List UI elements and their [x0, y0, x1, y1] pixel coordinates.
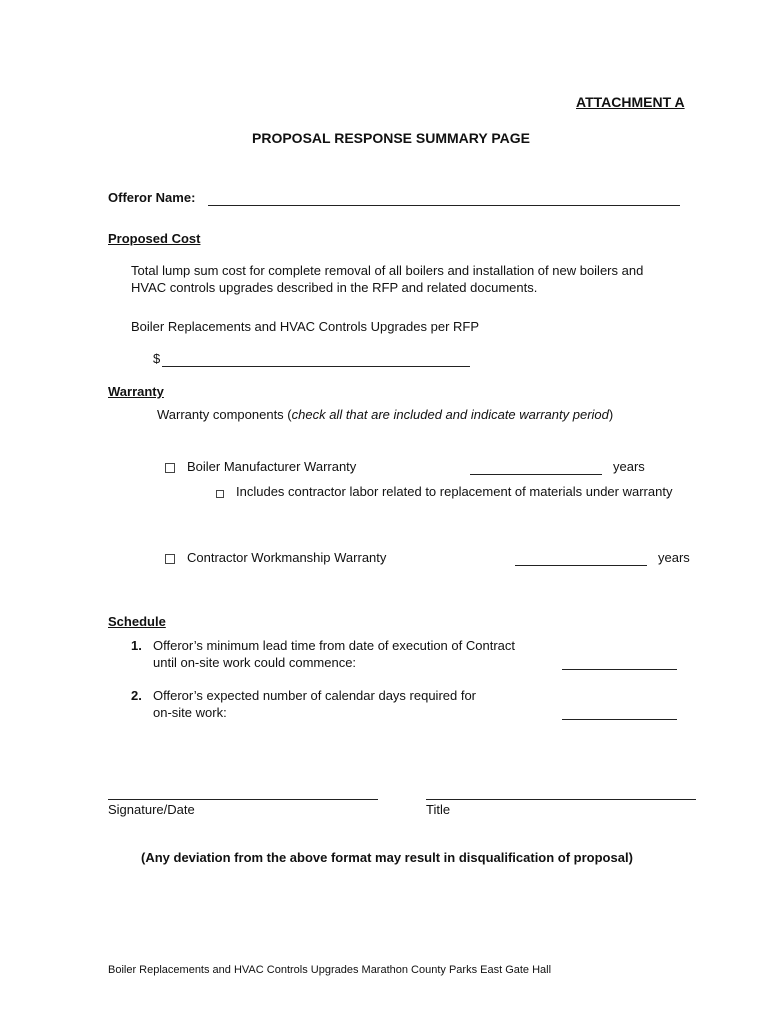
workmanship-warranty-years-unit: years — [658, 550, 690, 565]
proposed-cost-heading: Proposed Cost — [108, 231, 201, 246]
warranty-intro — [157, 407, 613, 422]
boiler-warranty-years-unit: years — [613, 459, 645, 474]
boiler-warranty-label: Boiler Manufacturer Warranty — [187, 459, 357, 474]
boiler-warranty-years-field[interactable] — [470, 474, 602, 475]
title-label: Title — [426, 802, 451, 817]
lead-time-field[interactable] — [562, 669, 677, 670]
workmanship-warranty-years-field[interactable] — [515, 565, 647, 566]
offeror-name-label: Offeror Name: — [108, 190, 196, 205]
warranty-intro-prefix: Warranty components ( — [157, 407, 292, 422]
warranty-intro-italic: check all that are included and indicate warranty period — [291, 407, 609, 422]
signature-date-label: Signature/Date — [108, 802, 195, 817]
calendar-days-field[interactable] — [562, 719, 677, 720]
proposed-cost-item: Boiler Replacements and HVAC Controls Upgrades per RFP — [131, 319, 480, 334]
schedule-item-2-line2: on-site work: — [153, 705, 227, 720]
schedule-item-2-number: 2. — [131, 688, 142, 703]
signature-date-field[interactable] — [108, 799, 378, 800]
warranty-intro-suffix: ) — [608, 407, 614, 422]
attachment-label: ATTACHMENT A — [576, 94, 685, 110]
schedule-item-1-number: 1. — [131, 638, 142, 653]
proposed-cost-description-line1: Total lump sum cost for complete removal of all boilers and installation of new boilers and — [131, 263, 644, 278]
contractor-labor-label: Includes contractor labor related to replacement of materials under warranty — [236, 484, 673, 499]
dollar-sign: $ — [153, 351, 161, 366]
title-field[interactable] — [426, 799, 696, 800]
schedule-item-1-line1: Offeror’s minimum lead time from date of execution of Contract — [153, 638, 515, 653]
offeror-name-field[interactable] — [208, 205, 680, 206]
boiler-warranty-checkbox[interactable] — [165, 459, 175, 474]
schedule-heading: Schedule — [108, 614, 166, 629]
page-footer: Boiler Replacements and HVAC Controls Upgrades Marathon County Parks East Gate Hall — [108, 964, 552, 976]
cost-amount-field[interactable] — [162, 366, 470, 367]
contractor-labor-checkbox[interactable] — [216, 485, 224, 500]
schedule-item-1-line2: until on-site work could commence: — [153, 655, 357, 670]
proposed-cost-description-line2: HVAC controls upgrades described in the RFP and related documents. — [131, 280, 538, 295]
page-title: PROPOSAL RESPONSE SUMMARY PAGE — [252, 130, 530, 146]
workmanship-warranty-checkbox[interactable] — [165, 550, 175, 565]
schedule-item-2-line1: Offeror’s expected number of calendar days required for — [153, 688, 477, 703]
workmanship-warranty-label: Contractor Workmanship Warranty — [187, 550, 387, 565]
deviation-notice: (Any deviation from the above format may result in disqualification of proposal) — [141, 850, 633, 865]
warranty-heading: Warranty — [108, 384, 164, 399]
